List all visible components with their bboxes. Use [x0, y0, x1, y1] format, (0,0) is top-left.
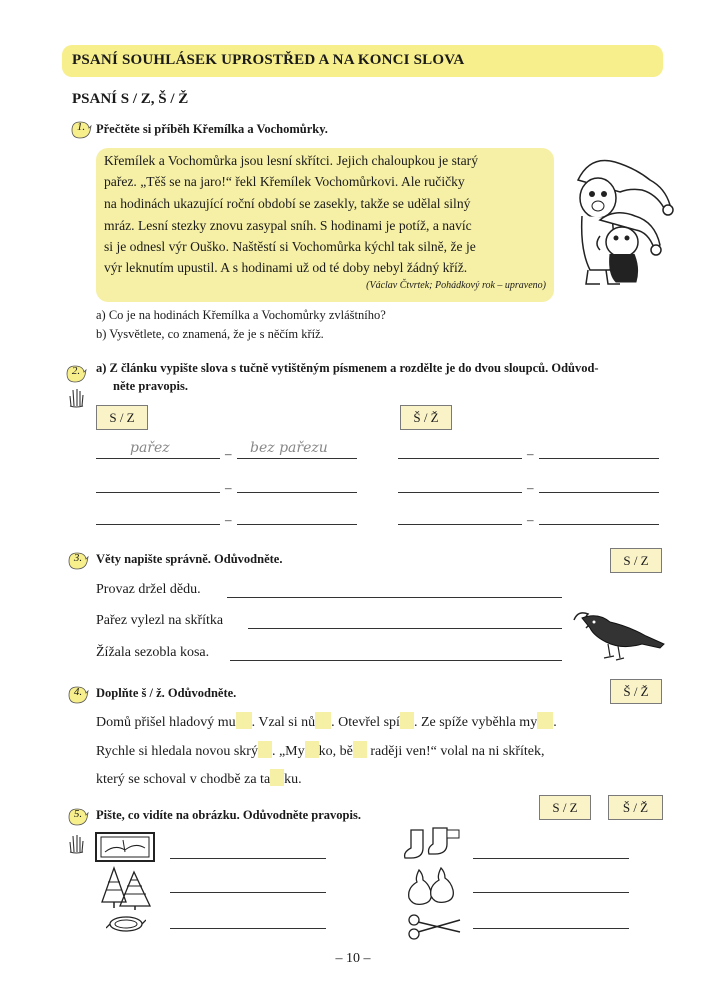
- sentence-3: Žížala sezobla kosa.: [96, 645, 210, 660]
- sentence-2: Pařez vylezl na skřítka: [96, 613, 224, 628]
- label-s-z: S / Z: [539, 795, 591, 820]
- label-s-z: S / Z: [96, 405, 148, 430]
- scissors-image: [406, 912, 462, 942]
- letter-gap[interactable]: [270, 769, 284, 786]
- answer-line[interactable]: [230, 660, 562, 661]
- task-2-title: a) Z článku vypište slova s tučně vytištěným písmenem a rozdělte je do dvou sloupců. Odůvod-: [96, 361, 599, 375]
- task-4-number-badge: 4.: [67, 683, 89, 705]
- answer-line[interactable]: [473, 892, 629, 893]
- fill-line-2: Rychle si hledala novou skrý . „My ko, bě raději ven!“ volal na ni skřítek,: [96, 741, 545, 760]
- task-4-title: Doplňte š / ž. Odůvodněte.: [96, 686, 237, 700]
- dash: –: [527, 480, 534, 495]
- example-word-form: bez pařezu: [250, 440, 328, 456]
- letter-gap[interactable]: [537, 712, 553, 729]
- hand-icon: [66, 832, 86, 854]
- example-word: pařez: [130, 440, 170, 456]
- task-1-number-badge: 1.: [70, 118, 92, 140]
- page-number: – 10 –: [335, 951, 371, 966]
- gnomes-illustration: [560, 150, 676, 290]
- label-sh-zh: Š / Ž: [400, 405, 452, 430]
- answer-line[interactable]: [539, 458, 659, 459]
- answer-line[interactable]: [473, 858, 629, 859]
- answer-line[interactable]: [170, 858, 326, 859]
- task-5-number-badge: 5.: [67, 805, 89, 827]
- answer-line[interactable]: [227, 597, 562, 598]
- socks-image: [403, 826, 463, 862]
- answer-line[interactable]: [473, 928, 629, 929]
- letter-gap[interactable]: [400, 712, 414, 729]
- letter-gap[interactable]: [305, 741, 319, 758]
- label-sh-zh: Š / Ž: [608, 795, 663, 820]
- pears-image: [405, 866, 457, 906]
- answer-line[interactable]: [248, 628, 562, 629]
- answer-line[interactable]: [96, 492, 220, 493]
- framed-picture-image: [95, 832, 155, 862]
- spruce-trees-image: [100, 866, 152, 910]
- answer-line[interactable]: [237, 524, 357, 525]
- answer-line[interactable]: [237, 458, 357, 459]
- letter-gap[interactable]: [236, 712, 252, 729]
- answer-line[interactable]: [398, 524, 522, 525]
- dash: –: [527, 446, 534, 461]
- answer-line[interactable]: [170, 928, 326, 929]
- fill-line-3: který se schoval v chodbě za ta ku.: [96, 769, 302, 788]
- question-a: a) Co je na hodinách Křemílka a Vochomůrky zvláštního?: [96, 308, 386, 322]
- letter-gap[interactable]: [315, 712, 331, 729]
- task-2-title-cont: něte pravopis.: [113, 379, 188, 393]
- task-3-number-badge: 3.: [67, 549, 89, 571]
- question-b: b) Vysvětlete, co znamená, že je s něčím kříž.: [96, 327, 324, 341]
- story-line: výr leknutím upustil. A s hodinami už od té doby nebyl žádný kříž.: [104, 260, 468, 275]
- hand-icon: [66, 386, 86, 408]
- answer-line[interactable]: [96, 524, 220, 525]
- section-heading: PSANÍ S / Z, Š / Ž: [72, 91, 189, 107]
- story-line: na hodinách ukazující roční období se zasekly, takže se udělal silný: [104, 196, 471, 211]
- dash: –: [225, 446, 232, 461]
- label-s-z: S / Z: [610, 548, 662, 573]
- answer-line[interactable]: [237, 492, 357, 493]
- answer-line[interactable]: [96, 458, 220, 459]
- sentence-1: Provaz držel dědu.: [96, 582, 201, 597]
- answer-line[interactable]: [539, 492, 659, 493]
- task-1-title: Přečtěte si příběh Křemílka a Vochomůrky.: [96, 122, 328, 136]
- letter-gap[interactable]: [353, 741, 367, 758]
- chapter-banner: [62, 45, 663, 77]
- answer-line[interactable]: [398, 458, 522, 459]
- letter-gap[interactable]: [258, 741, 272, 758]
- story-line: si je odnesl výr Ouško. Naštěstí si Vochomůrka kýchl tak silně, že je: [104, 239, 476, 254]
- answer-line[interactable]: [170, 892, 326, 893]
- answer-line[interactable]: [539, 524, 659, 525]
- dash: –: [225, 480, 232, 495]
- task-5-title: Pište, co vidíte na obrázku. Odůvodněte pravopis.: [96, 808, 361, 822]
- blackbird-illustration: [568, 606, 668, 662]
- story-line: Křemílek a Vochomůrka jsou lesní skřítci. Jejich chaloupkou je starý: [104, 153, 478, 168]
- chapter-title: PSANÍ SOUHLÁSEK UPROSTŘED A NA KONCI SLOVA: [72, 52, 465, 68]
- task-2-number-badge: 2.: [65, 362, 87, 384]
- fill-line-1: Domů přišel hladový mu . Vzal si nů . Otevřel spí . Ze spíže vyběhla my .: [96, 712, 557, 731]
- story-line: pařez. „Těš se na jaro!“ řekl Křemílek Vochomůrkovi. Ale ručičky: [104, 174, 465, 189]
- story-line: mráz. Lesní stezky znovu zasypal sníh. S hodinami je potíž, a navíc: [104, 218, 472, 233]
- rope-coil-image: [106, 914, 146, 934]
- label-sh-zh: Š / Ž: [610, 679, 662, 704]
- story-source: (Václav Čtvrtek; Pohádkový rok – upraveno): [366, 280, 546, 291]
- dash: –: [527, 512, 534, 527]
- answer-line[interactable]: [398, 492, 522, 493]
- task-3-title: Věty napište správně. Odůvodněte.: [96, 552, 283, 566]
- dash: –: [225, 512, 232, 527]
